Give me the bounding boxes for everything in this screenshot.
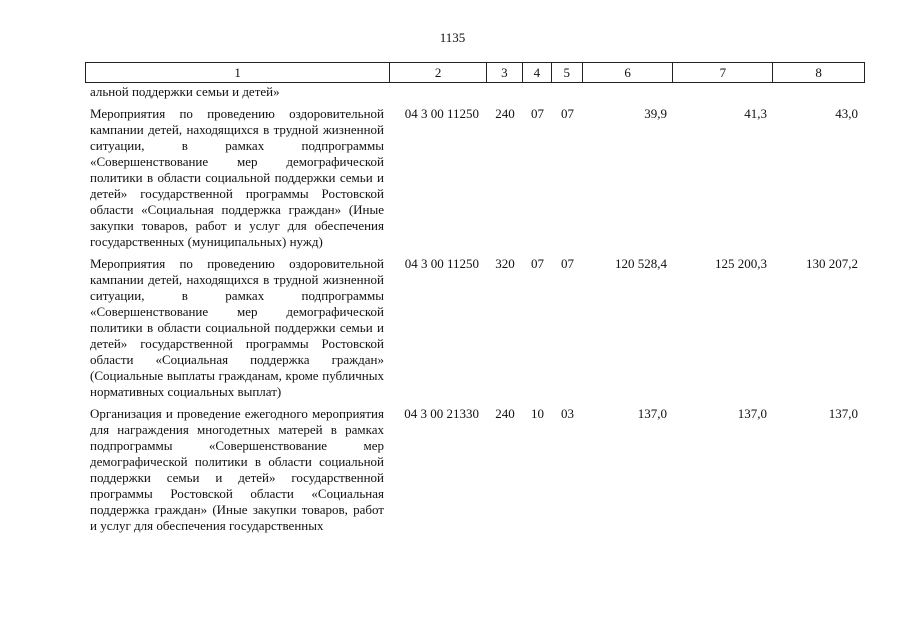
row-amount-col8: 43,0 (835, 106, 858, 121)
row-subsection: 07 (561, 256, 574, 271)
header-col-1: 1 (86, 63, 390, 82)
row-target-code: 04 3 00 11250 (404, 256, 479, 271)
row-amount-col8: 130 207,2 (806, 256, 858, 271)
row-description: Организация и проведение ежегодного мероприятия для награждения многодетных матерей в рамках подпрограммы «Совершенствование мер демографической политики в области социальной поддержки семьи и детей» государственной программы Ростовской области «Социальная поддержка граждан» (Иные закупки товаров, работ и услуг для обеспечения государственных (90, 406, 384, 533)
row-target-code: 04 3 00 21330 (404, 406, 479, 421)
row-amount-col7: 137,0 (737, 406, 767, 421)
header-col-5: 5 (552, 63, 583, 82)
row-section: 10 (531, 406, 544, 421)
row-amount-col6: 120 528,4 (615, 256, 667, 271)
table-row (85, 106, 865, 250)
table-row (85, 406, 865, 534)
row-description: Мероприятия по проведению оздоровительной кампании детей, находящихся в трудной жизненной ситуации, в рамках подпрограммы «Совершенствование мер демографической политики в области социальной поддержки семьи и детей» государственной программы Ростовской области «Социальная поддержка граждан» (Социальные выплаты гражданам, кроме публичных нормативных социальных выплат) (90, 256, 384, 399)
table-header (85, 62, 865, 83)
table-row (85, 256, 865, 400)
row-expense-type: 320 (495, 256, 515, 271)
row-section: 07 (531, 256, 544, 271)
header-col-3: 3 (487, 63, 523, 82)
header-col-8: 8 (815, 64, 822, 80)
row-target-code: 04 3 00 11250 (404, 106, 479, 121)
row-amount-col7: 125 200,3 (715, 256, 767, 271)
row-section: 07 (531, 106, 544, 121)
header-col-7: 7 (673, 63, 773, 82)
row-subsection: 07 (561, 106, 574, 121)
row-amount-col7: 41,3 (744, 106, 767, 121)
row-expense-type: 240 (495, 406, 515, 421)
header-col-2: 2 (390, 63, 487, 82)
table-body (85, 84, 865, 540)
row-subsection: 03 (561, 406, 574, 421)
row-amount-col8: 137,0 (828, 406, 858, 421)
row-description: Мероприятия по проведению оздоровительной кампании детей, находящихся в трудной жизненной ситуации, в рамках подпрограммы «Совершенствование мер демографической политики в области социальной поддержки семьи и детей» государственной программы Ростовской области «Социальная поддержка граждан» (Иные закупки товаров, работ и услуг для обеспечения государственных (муниципальных) нужд) (90, 106, 384, 249)
row-amount-col6: 137,0 (637, 406, 667, 421)
page-number: 1135 (439, 30, 466, 45)
header-col-4: 4 (523, 63, 552, 82)
header-col-6: 6 (583, 63, 674, 82)
continuation-text: альной поддержки семьи и детей» (90, 84, 280, 99)
row-expense-type: 240 (495, 106, 515, 121)
row-amount-col6: 39,9 (644, 106, 667, 121)
